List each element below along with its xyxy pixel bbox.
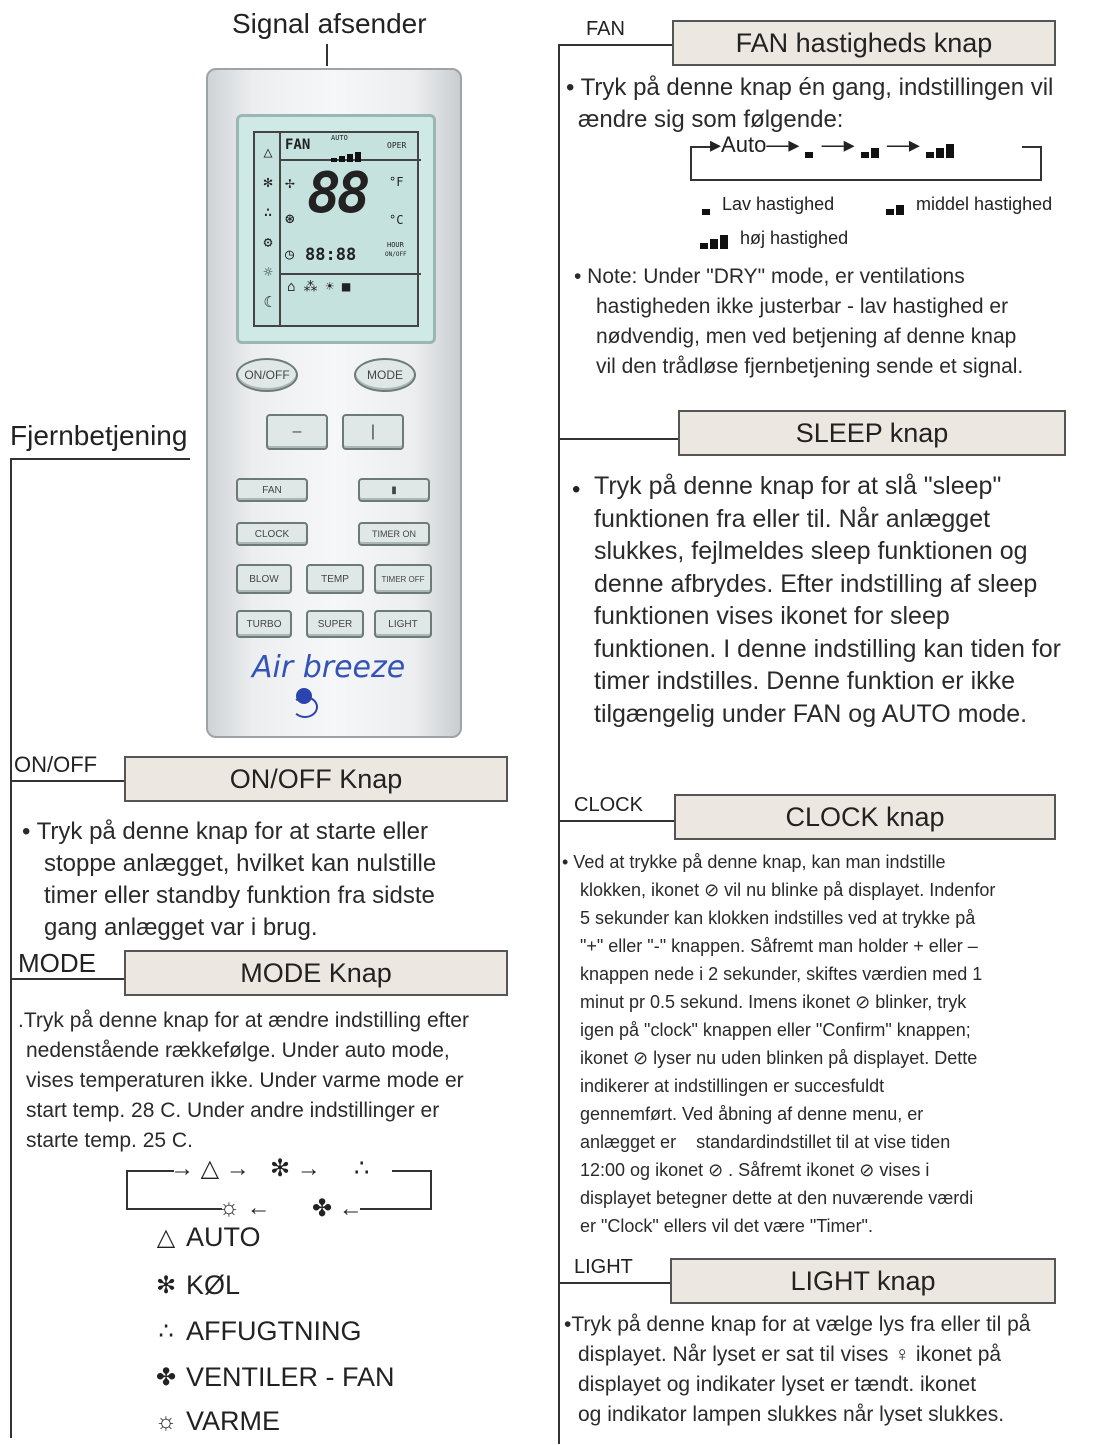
onoff-line: stoppe anlægget, hvilket kan nulstille	[44, 850, 437, 877]
mode-cycle-dry-icon: ∴	[354, 1155, 370, 1182]
remote-label: Fjernbetjening	[10, 420, 188, 451]
light-line: displayet. Når lyset er sat til vises ♀ ikonet på	[578, 1343, 1002, 1366]
clock-connector	[558, 820, 674, 822]
mode-line: .Tryk på denne knap for at ændre indstilling efter	[18, 1009, 469, 1032]
mode-legend-heat: ☼ VARME	[146, 1406, 280, 1437]
clock-line: er "Clock" ellers vil det være "Timer".	[580, 1216, 873, 1236]
lcd-ion-icon: ⁂	[303, 279, 326, 295]
plus-button[interactable]: |	[342, 414, 404, 450]
mode-legend-dry: ∴ AFFUGTNING	[146, 1316, 362, 1347]
snowflake-icon: ✻	[155, 1272, 177, 1299]
clock-line: knappen nede i 2 sekunder, skiftes værdien med 1	[580, 964, 983, 984]
high-speed-icon	[700, 228, 730, 248]
sleep-line: funktionen vises ikonet for sleep	[594, 602, 950, 630]
fan-line: • Tryk på denne knap én gang, indstillingen vil	[566, 74, 1054, 101]
clock-button[interactable]: CLOCK	[236, 522, 308, 546]
auto-icon: △	[156, 1224, 176, 1251]
lcd-auto-label: AUTO	[331, 134, 348, 142]
remote-label-underline	[10, 458, 190, 460]
lcd-time-value: 88:88	[305, 245, 357, 265]
lcd-bottom-divider	[279, 273, 421, 275]
clock-line: igen på "clock" knappen eller "Confirm" knappen;	[580, 1020, 971, 1040]
sleep-button[interactable]: ▮	[358, 478, 430, 502]
fan-legend-mid: middel hastighed	[886, 194, 1052, 215]
signal-label: Signal afsender	[232, 8, 427, 39]
fan-cycle: ▸Auto—▸ —▸ —▸	[710, 132, 956, 158]
cool-mode-icon: ✻	[263, 173, 273, 191]
lcd-clock-icon: ◷	[285, 245, 295, 263]
lcd-display	[236, 114, 436, 344]
heat-mode-icon: ☼	[263, 263, 273, 281]
fan-note	[574, 262, 1023, 382]
clock-line: 12:00 og ikonet ⊘ . Såfremt ikonet ⊘ vises i	[580, 1160, 930, 1180]
onoff-line: gang anlægget var i brug.	[44, 914, 318, 941]
sleep-line: Tryk på denne knap for at slå "sleep"	[594, 472, 1002, 500]
blow-button[interactable]: BLOW	[236, 564, 292, 594]
lcd-bottom-icons	[287, 279, 358, 295]
light-connector	[558, 1282, 670, 1284]
lcd-lock-icon: ■	[341, 279, 359, 295]
mode-title: MODE Knap	[124, 950, 508, 996]
sleep-line: denne afbrydes. Efter indstilling af sleep	[594, 569, 1038, 598]
lcd-temp-value: 88	[307, 161, 367, 226]
lcd-onoff-label: ON/OFF	[385, 251, 407, 258]
mode-cycle-heat-icon: ☼ ←	[218, 1194, 271, 1221]
sleep-title: SLEEP knap	[678, 410, 1066, 456]
turbo-button[interactable]: TURBO	[236, 610, 292, 638]
brand-logo-mark	[292, 688, 322, 718]
fan-icon: ✤	[155, 1364, 177, 1391]
mode-text	[18, 1006, 469, 1156]
onoff-button[interactable]: ON/OFF	[236, 358, 298, 392]
sleep-line: slukkes, fejlmeldes sleep funktionen og	[594, 537, 1028, 565]
mode-cycle-left	[126, 1170, 128, 1210]
mode-cycle-top-right	[392, 1170, 432, 1172]
mode-line: start temp. 28 C. Under andre indstillinger er	[26, 1099, 440, 1122]
mode-cycle-fan-icon: ✤ ←	[312, 1195, 363, 1222]
sleep-line: tilgængelig under FAN og AUTO mode.	[594, 699, 1028, 728]
sleep-connector	[558, 438, 678, 440]
sleep-line: funktionen fra eller til. Når anlægget	[594, 504, 991, 533]
fan-cycle-left	[690, 146, 692, 180]
sleep-mode-icon: ☾	[263, 293, 273, 311]
clock-line: gennemført. Ved åbning af denne menu, er	[580, 1104, 924, 1124]
fan-legend-high: høj hastighed	[700, 228, 848, 249]
fan-note-line: vil den trådløse fjernbetjening sende et signal.	[596, 355, 1024, 378]
clock-line: "+" eller "-" knappen. Såfremt man holder + eller –	[580, 936, 978, 956]
right-vertical-line	[558, 44, 560, 1444]
lcd-left-icons	[257, 137, 279, 317]
auto-mode-icon: △	[263, 143, 273, 161]
sleep-line: funktionen. I denne indstilling kan tiden for	[594, 634, 1061, 663]
sleep-text	[594, 470, 1061, 730]
sun-icon: ☼	[155, 1407, 177, 1435]
mode-line: nedenstående rækkefølge. Under auto mode,	[26, 1039, 450, 1062]
lcd-fan-speed-bars	[331, 143, 363, 162]
mode-cycle-auto-icon: → △ →	[170, 1155, 250, 1182]
fan-note-line: • Note: Under "DRY" mode, er ventilations	[574, 265, 965, 288]
lcd-fan-icon: ✢	[285, 173, 295, 192]
fan-cycle-auto: Auto	[721, 132, 767, 157]
light-line: •Tryk på denne knap for at vælge lys fra eller til på	[564, 1313, 1031, 1336]
fan-legend-low: Lav hastighed	[702, 194, 834, 215]
mid-speed-icon	[886, 194, 906, 214]
lcd-health-icon: ⌂	[287, 279, 304, 295]
droplets-icon: ∴	[158, 1318, 174, 1345]
onoff-line: • Tryk på denne knap for at starte eller	[22, 818, 428, 845]
lcd-fan-label: FAN	[285, 137, 311, 153]
mode-legend-cool: ✻ KØL	[146, 1270, 240, 1301]
clock-line: displayet betegner dette at den nuværende værdi	[580, 1188, 974, 1208]
signal-pointer-line	[326, 44, 328, 66]
fan-mid-speed-icon	[861, 132, 881, 157]
onoff-tag: ON/OFF	[14, 752, 98, 777]
clock-line: klokken, ikonet ⊘ vil nu blinke på displayet. Indenfor	[580, 880, 996, 900]
fan-line: ændre sig som følgende:	[578, 106, 844, 133]
fan-button[interactable]: FAN	[236, 478, 308, 502]
remote-control	[206, 68, 462, 738]
brand-logo: Air breeze	[252, 650, 406, 685]
clock-line: 5 sekunder kan klokken indstilles ved at trykke på	[580, 908, 976, 928]
clock-line: • Ved at trykke på denne knap, kan man indstille	[562, 852, 946, 872]
fan-cycle-arrow: ▸	[710, 132, 722, 157]
mode-line: starte temp. 25 C.	[26, 1129, 193, 1152]
temp-button[interactable]: TEMP	[306, 564, 364, 594]
mode-line: vises temperaturen ikke. Under varme mode er	[26, 1069, 464, 1092]
fan-note-line: nødvendig, men ved betjening af denne knap	[596, 325, 1017, 348]
super-button[interactable]: SUPER	[306, 610, 364, 638]
light-title: LIGHT knap	[670, 1258, 1056, 1304]
light-button[interactable]: LIGHT	[374, 610, 432, 638]
onoff-text	[22, 816, 436, 944]
mode-legend-fan: ✤ VENTILER - FAN	[146, 1362, 395, 1393]
lcd-unit-f: °F	[389, 175, 404, 189]
fan-note-line: hastigheden ikke justerbar - lav hastighed er	[596, 295, 1009, 318]
mode-legend-auto: △ AUTO	[146, 1222, 261, 1253]
fan-tag: FAN	[586, 18, 625, 40]
light-tag: LIGHT	[574, 1256, 633, 1278]
fan-cycle-bottom	[690, 179, 1042, 181]
clock-line: anlægget er standardindstillet til at vise tiden	[580, 1132, 951, 1152]
fan-cycle-right	[1040, 146, 1042, 180]
mode-cycle-bottom-left	[126, 1208, 222, 1210]
clock-line: indikerer at indstillingen er succesfuldt	[580, 1076, 885, 1096]
mode-button[interactable]: MODE	[354, 358, 416, 392]
clock-line: minut pr 0.5 sekund. Imens ikonet ⊘ blinker, tryk	[580, 992, 967, 1012]
clock-tag: CLOCK	[574, 794, 643, 816]
fan-title: FAN hastigheds knap	[672, 20, 1056, 66]
lcd-light-icon: ☀	[325, 279, 342, 295]
fan-cycle-top-right	[1022, 146, 1042, 148]
minus-button[interactable]: –	[266, 414, 328, 450]
lcd-swing-icon: ⊛	[285, 209, 295, 228]
lcd-oper-label: OPER	[387, 141, 407, 150]
left-vertical-line	[10, 458, 12, 1438]
lcd-divider	[279, 133, 281, 325]
clock-line: ikonet ⊘ lyser nu uden blinken på displayet. Dette	[580, 1048, 978, 1068]
timer-off-button[interactable]: TIMER OFF	[374, 564, 432, 594]
clock-text	[562, 848, 995, 1240]
fan-low-speed-icon	[805, 132, 815, 157]
lcd-hour-label: HOUR	[387, 241, 404, 249]
dry-mode-icon: ∴	[263, 203, 273, 221]
sleep-bullet: •	[572, 476, 581, 503]
fan-mode-icon: ⚙	[263, 233, 273, 251]
onoff-title: ON/OFF Knap	[124, 756, 508, 802]
low-speed-icon	[702, 194, 712, 214]
lcd-screen	[253, 131, 419, 327]
light-line: og indikator lampen slukkes når lyset slukkes.	[578, 1403, 1005, 1426]
mode-tag: MODE	[18, 948, 96, 978]
clock-title: CLOCK knap	[674, 794, 1056, 840]
light-line: displayet og indikater lyset er tændt. ikonet	[578, 1373, 977, 1396]
fan-text	[566, 72, 1053, 136]
onoff-connector	[10, 780, 124, 782]
timer-on-button[interactable]: TIMER ON	[358, 522, 430, 546]
mode-cycle-top-left	[126, 1170, 174, 1172]
sleep-line: timer indstilles. Denne funktion er ikke	[594, 667, 1016, 695]
mode-cycle-cool-icon: ✻ →	[270, 1155, 321, 1182]
mode-cycle-right	[430, 1170, 432, 1210]
fan-high-speed-icon	[926, 132, 956, 157]
fan-connector	[558, 44, 672, 46]
light-text	[564, 1310, 1030, 1430]
lcd-unit-c: °C	[389, 213, 404, 227]
mode-cycle-bottom-right	[360, 1208, 432, 1210]
onoff-line: timer eller standby funktion fra sidste	[44, 882, 435, 909]
